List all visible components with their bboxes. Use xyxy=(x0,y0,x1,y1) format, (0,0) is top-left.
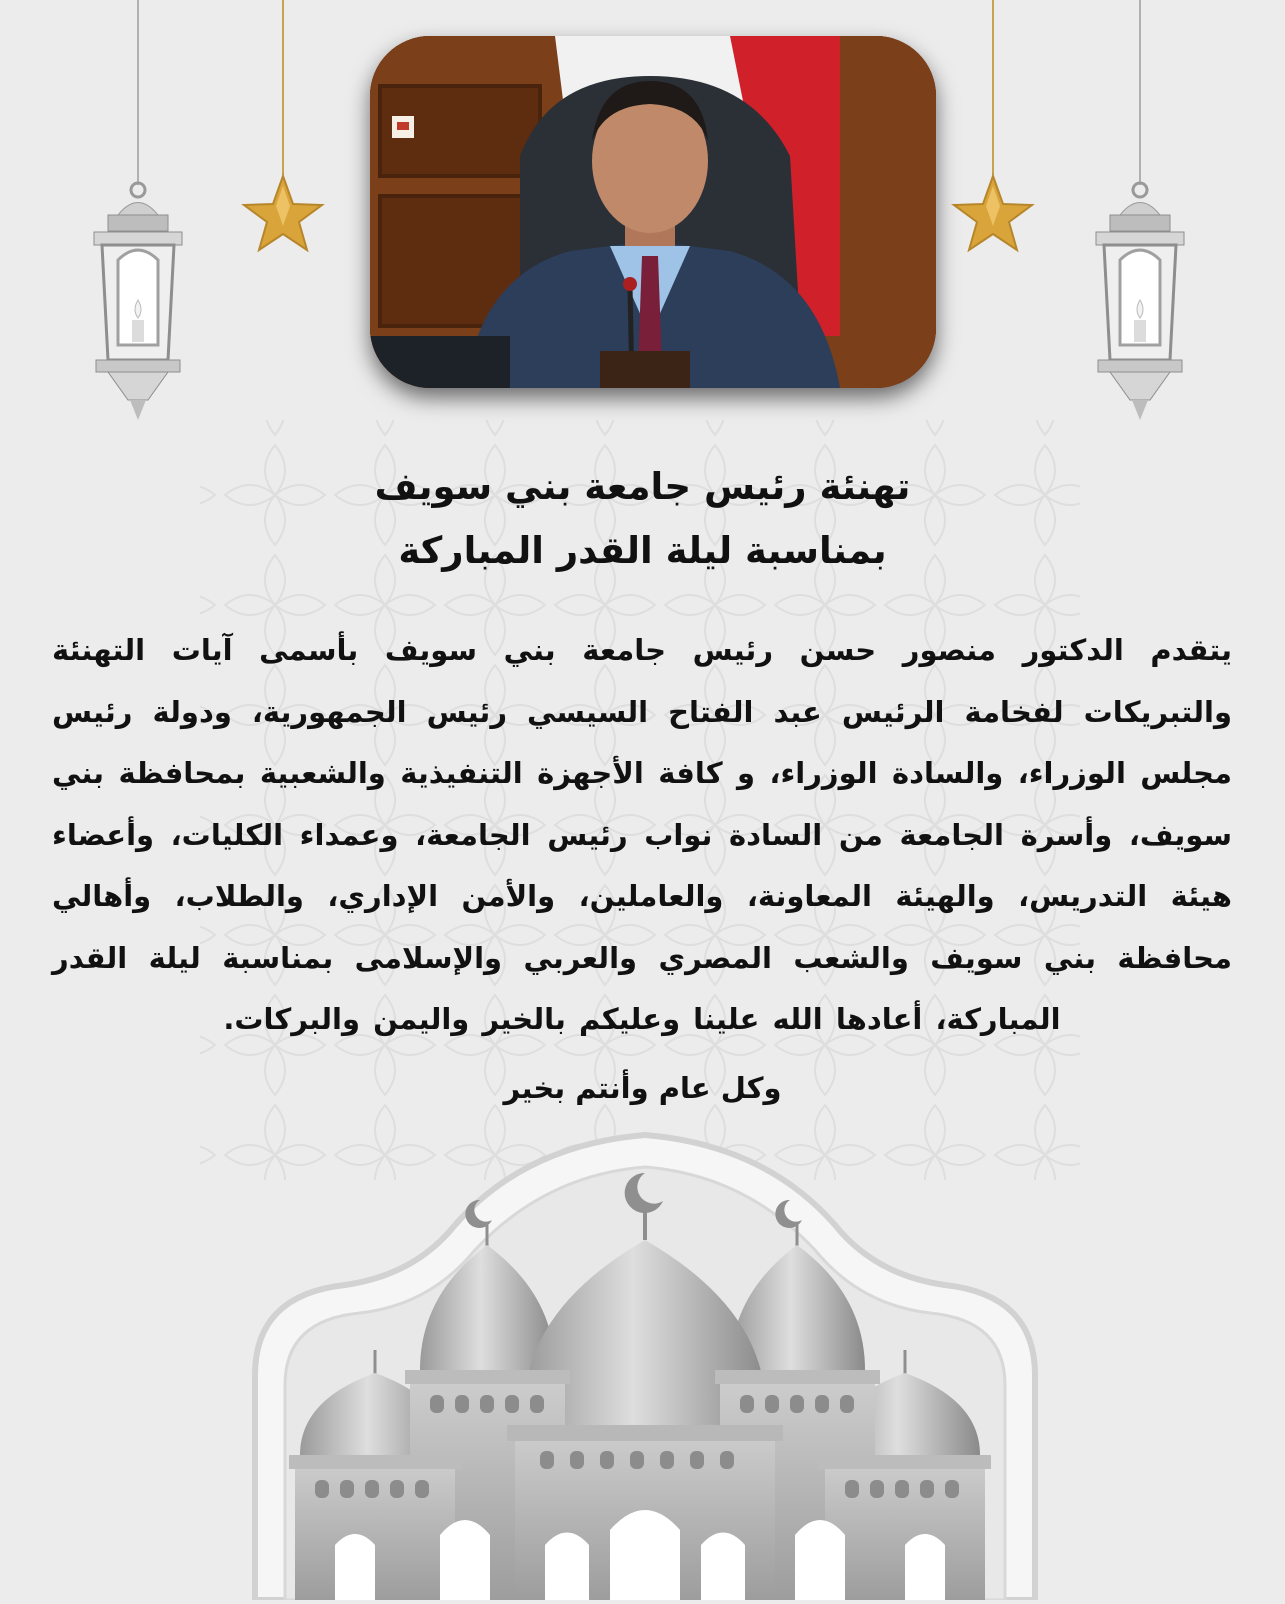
greeting-body: يتقدم الدكتور منصور حسن رئيس جامعة بني سويف بأسمى آيات التهنئة والتبريكات لفخامة الرئيس عبد الفتاح السيسي رئيس الجمهورية، ودولة رئيس مجلس الوزراء، والسادة الوزراء، و كافة الأجهزة التنفيذية والشعبية بمحافظة بني سويف، وأسرة الجامعة من السادة نواب رئيس الجامعة، وعمداء الكليات، وأعضاء هيئة التدريس، والهيئة المعاونة، والعاملين، والأمن الإداري، والطلاب، وأهالي محافظة بني سويف والشعب المصري والعربي والإسلامى بمناسبة ليلة القدر المباركة، أعادها الله علينا وعليكم بالخير واليمن والبركات. xyxy=(52,633,1232,1036)
title-line-2: بمناسبة ليلة القدر المباركة xyxy=(398,529,887,572)
portrait-photo xyxy=(370,36,936,388)
star-right-icon xyxy=(950,0,1036,264)
star-left-icon xyxy=(240,0,326,264)
title-line-1: تهنئة رئيس جامعة بني سويف xyxy=(374,465,911,508)
lantern-left-icon xyxy=(88,0,188,434)
greeting-title xyxy=(0,455,1285,583)
lantern-right-icon xyxy=(1090,0,1190,434)
mosque-illustration xyxy=(225,1125,1065,1604)
closing-line: وكل عام وأنتم بخير xyxy=(503,1071,782,1105)
